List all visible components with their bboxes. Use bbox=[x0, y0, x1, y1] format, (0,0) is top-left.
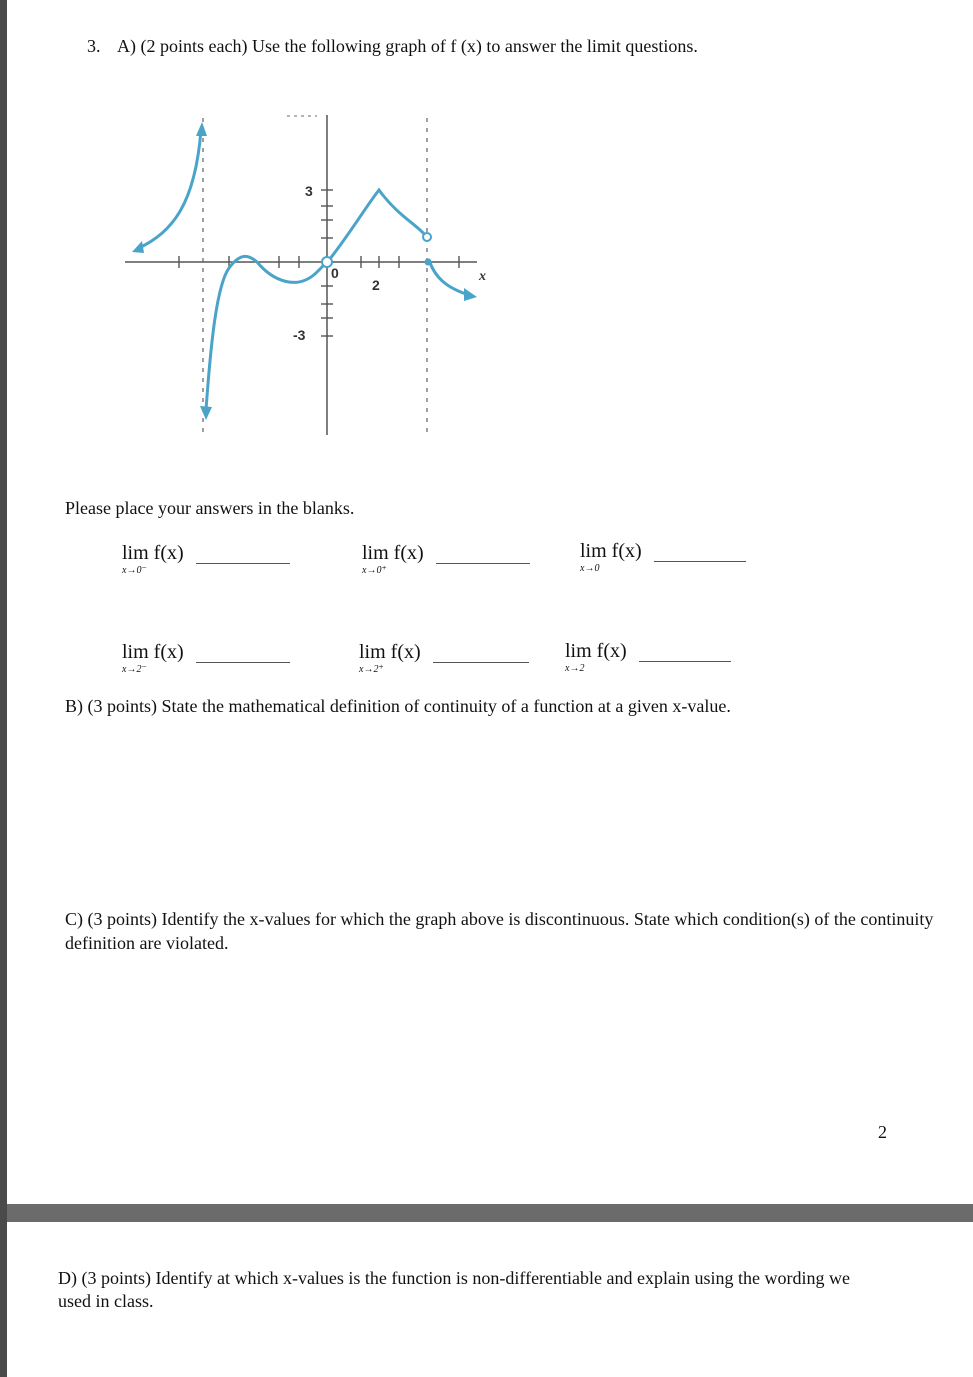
curve-right-branch bbox=[429, 260, 469, 295]
answer-blank[interactable] bbox=[436, 563, 530, 564]
arrow-left-bottom bbox=[132, 241, 144, 253]
label-origin: 0 bbox=[331, 265, 339, 281]
limit-expression: lim f(x) bbox=[362, 542, 424, 564]
page-separator bbox=[7, 1204, 973, 1222]
answer-blank[interactable] bbox=[196, 563, 290, 564]
curve-middle-branch bbox=[206, 256, 327, 410]
limit-expression: lim f(x) bbox=[122, 641, 184, 663]
limit-x-0-left bbox=[122, 541, 292, 581]
curve-peak-branch bbox=[329, 190, 425, 260]
part-d-question: D) (3 points) Identify at which x-values is the function is non-differentiable and explain using the wording we used in class. bbox=[58, 1268, 850, 1311]
limit-approach: x→2 bbox=[565, 663, 585, 674]
limit-approach: x→2⁺ bbox=[359, 664, 384, 675]
label-x-2: 2 bbox=[372, 277, 380, 293]
question-title bbox=[87, 34, 698, 58]
open-circle-right bbox=[423, 233, 431, 241]
limit-expression: lim f(x) bbox=[359, 641, 421, 663]
curve-left-branch bbox=[139, 130, 201, 248]
limit-approach: x→0⁺ bbox=[362, 565, 387, 576]
question-title-text: A) (2 points each) Use the following graph of f (x) to answer the limit questions. bbox=[117, 36, 698, 56]
answer-blank[interactable] bbox=[196, 662, 290, 663]
limit-x-0 bbox=[580, 539, 750, 579]
function-graph bbox=[117, 110, 507, 440]
part-b-question: B) (3 points) State the mathematical definition of continuity of a function at a given x-value. bbox=[65, 696, 731, 716]
label-y-3: 3 bbox=[305, 183, 313, 199]
label-x-axis: x bbox=[479, 269, 486, 284]
limit-x-0-right bbox=[362, 541, 532, 581]
function-curve bbox=[139, 130, 469, 410]
limit-x-2 bbox=[565, 639, 735, 679]
part-c-question: C) (3 points) Identify the x-values for which the graph above is discontinuous. State which condition(s) of the continuity definition are violated. bbox=[65, 909, 934, 953]
question-number: 3. bbox=[87, 36, 101, 56]
arrow-left-top bbox=[196, 122, 207, 136]
limit-expression: lim f(x) bbox=[580, 540, 642, 562]
limit-x-2-right bbox=[359, 640, 531, 680]
limit-approach: x→0 bbox=[580, 563, 600, 574]
arrow-middle-bottom bbox=[200, 406, 212, 420]
limit-expression: lim f(x) bbox=[122, 542, 184, 564]
answer-blank[interactable] bbox=[639, 661, 731, 662]
limit-approach: x→2⁻ bbox=[122, 664, 147, 675]
limit-x-2-left bbox=[122, 640, 292, 680]
page-number: 2 bbox=[878, 1122, 887, 1142]
closed-circle-right bbox=[425, 259, 432, 266]
label-y-neg3: -3 bbox=[293, 327, 306, 343]
limit-expression: lim f(x) bbox=[565, 640, 627, 662]
answer-blank[interactable] bbox=[433, 662, 529, 663]
answer-blank[interactable] bbox=[654, 561, 746, 562]
instructions-text: Please place your answers in the blanks. bbox=[65, 498, 355, 518]
limit-approach: x→0⁻ bbox=[122, 565, 147, 576]
arrow-right-end bbox=[464, 288, 477, 301]
